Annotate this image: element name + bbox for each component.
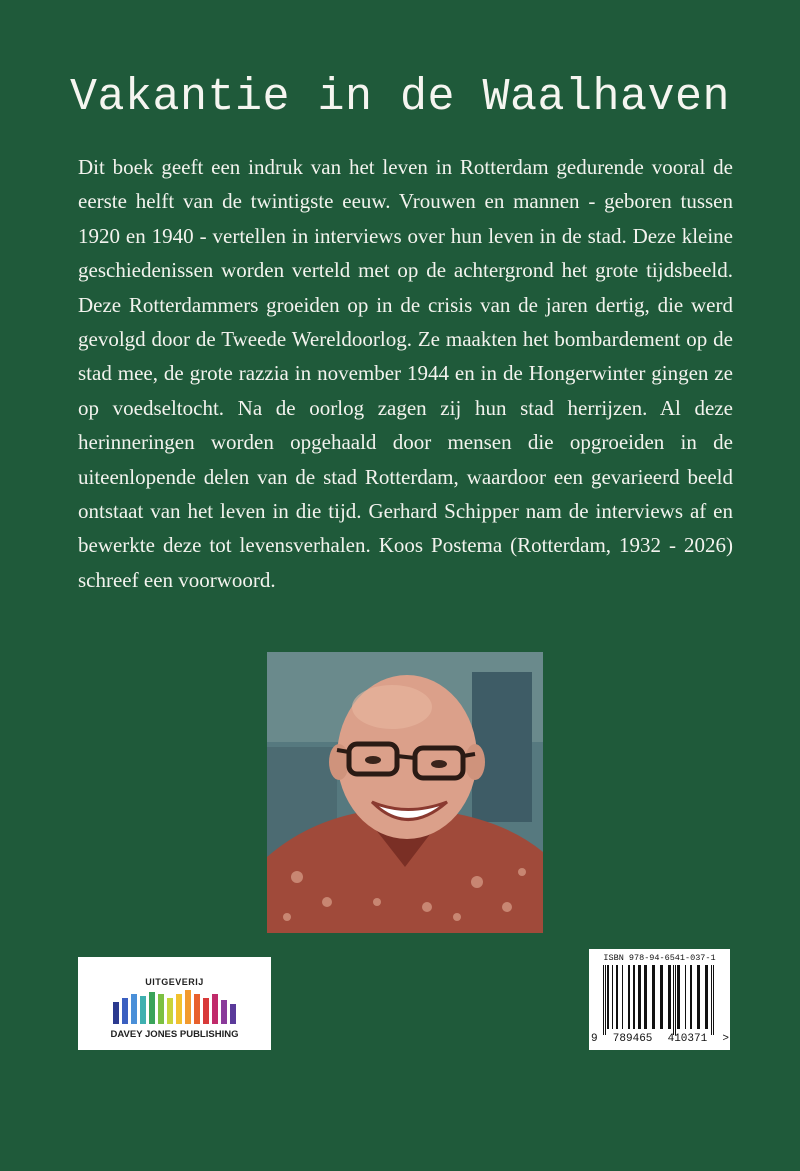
ean-digits (591, 1033, 729, 1045)
publisher-bar (212, 994, 218, 1024)
barcode-bar (697, 965, 700, 1029)
ean-first-digit: 9 (591, 1033, 598, 1045)
publisher-bar (131, 994, 137, 1024)
publisher-bar (122, 998, 128, 1024)
barcode-bar (652, 965, 655, 1029)
publisher-bar (203, 998, 209, 1024)
publisher-bar (221, 1000, 227, 1024)
publisher-bar (176, 994, 182, 1024)
barcode-bar (690, 965, 692, 1029)
publisher-bar (185, 990, 191, 1024)
isbn-barcode (589, 949, 730, 1050)
barcode-bar (622, 965, 623, 1029)
barcode-bar (673, 965, 674, 1035)
barcode-bar (713, 965, 714, 1035)
publisher-bars-icon (113, 990, 237, 1024)
ean-left-digits: 789465 (612, 1033, 653, 1045)
barcode-bar (612, 965, 613, 1029)
ean-right-digits: 410371 (667, 1033, 708, 1045)
isbn-text: ISBN 978-94-6541-037-1 (603, 953, 716, 963)
book-title: Vakantie in de Waalhaven (69, 72, 731, 123)
publisher-bar (149, 992, 155, 1024)
barcode-bar (660, 965, 663, 1029)
publisher-name: DAVEY JONES PUBLISHING (110, 1029, 239, 1040)
publisher-bar (167, 998, 173, 1024)
barcode-bar (675, 965, 676, 1035)
barcode-bar (607, 965, 609, 1029)
publisher-logo (78, 957, 271, 1050)
publisher-bar (158, 994, 164, 1024)
barcode-bar (633, 965, 635, 1029)
barcode-bar (668, 965, 671, 1029)
publisher-top-label: UITGEVERIJ (145, 977, 204, 987)
barcode-bar (603, 965, 604, 1035)
author-photo (267, 652, 543, 933)
book-blurb: Dit boek geeft een indruk van het leven in Rotterdam gedurende vooral de eerste helft van de twintigste eeuw. Vrouwen en mannen - geboren tussen 1920 en 1940 - vertellen in interviews over hun leven in de stad. Deze kleine geschiedenissen worden verteld met op de achtergrond het grote tijdsbeeld. Deze Rotterdammers groeiden op in de crisis van de jaren dertig, die werd gevolgd door de Tweede Wereldoorlog. Ze maakten het bombardement op de stad mee, de grote razzia in november 1944 en in de Hongerwinter gingen ze op voedseltocht. Na de oorlog zagen zij hun stad herrijzen. Al deze herinneringen worden opgehaald door mensen die opgroeiden in de uiteenlopende delen van de stad Rotterdam, waardoor een gevarieerd beeld ontstaat van het leven in die tijd. Gerhard Schipper nam de interviews af en bewerkte deze tot levensverhalen. Koos Postema (Rotterdam, 1932 - 2026) schreef een voorwoord. (78, 155, 733, 592)
publisher-bar (140, 996, 146, 1024)
barcode-bar (685, 965, 686, 1029)
barcode-bar (605, 965, 606, 1035)
barcode-bar (677, 965, 680, 1029)
publisher-bar (113, 1002, 119, 1024)
publisher-bar (230, 1004, 236, 1024)
barcode-bar (711, 965, 712, 1035)
barcode-bar (705, 965, 708, 1029)
barcode-bar (616, 965, 618, 1029)
publisher-bar (194, 994, 200, 1024)
barcode-bar (644, 965, 647, 1029)
ean-arrow: > (722, 1033, 729, 1045)
barcode-icon (601, 965, 718, 1035)
barcode-bar (628, 965, 630, 1029)
barcode-bar (638, 965, 641, 1029)
